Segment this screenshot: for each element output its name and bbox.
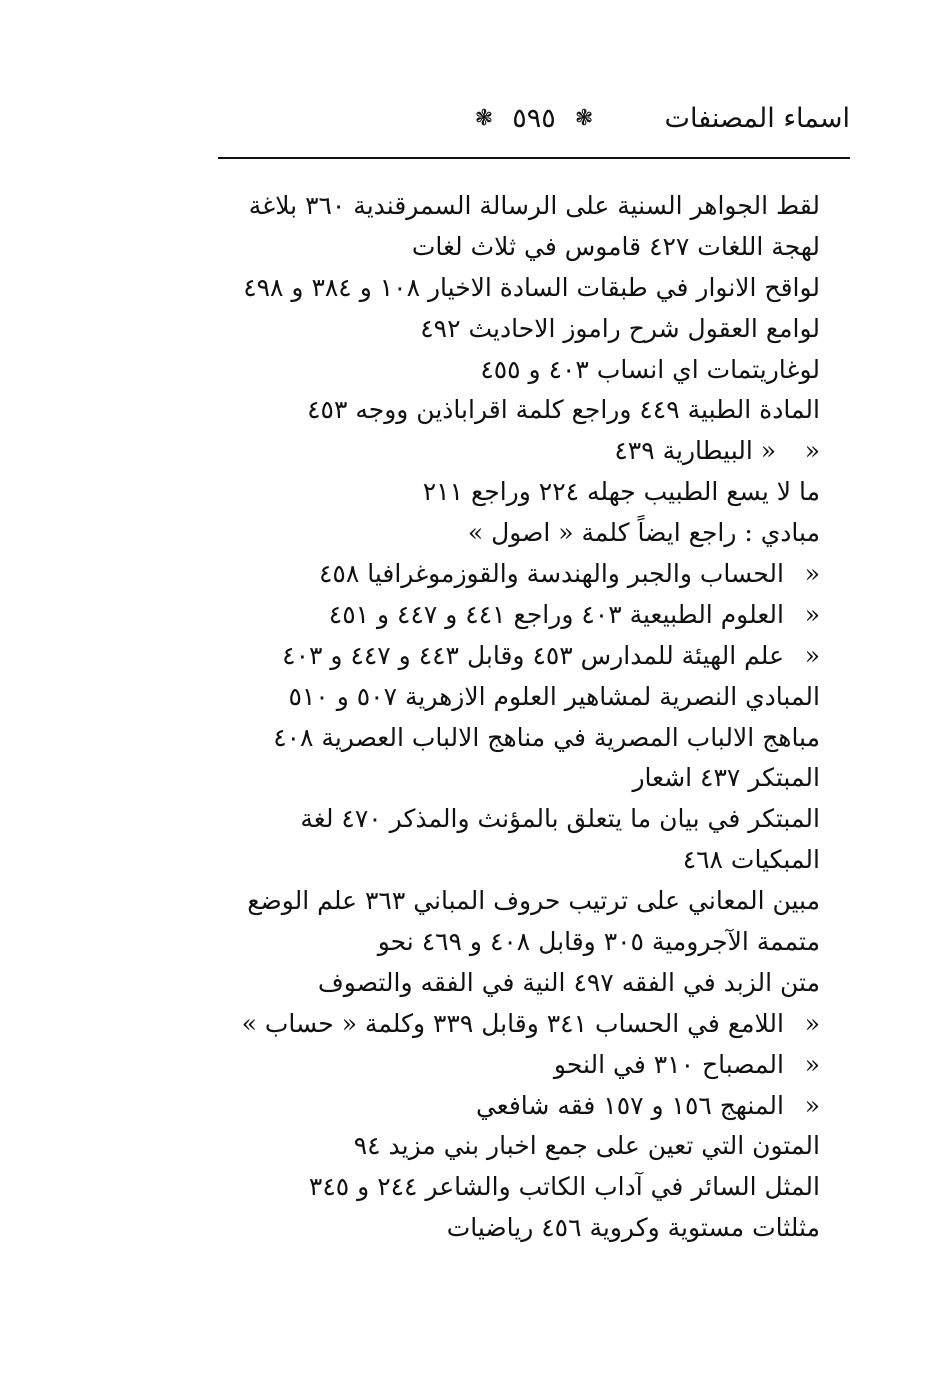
ditto-mark: « <box>804 1049 820 1079</box>
entry-text: المبتكر في بيان ما يتعلق بالمؤنث والمذكر ٤٧٠ لغة <box>300 804 820 834</box>
entry-text: المبادي النصرية لمشاهير العلوم الازهرية ٥٠٧ و ٥١٠ <box>288 681 820 711</box>
ditto-mark: « <box>804 599 820 629</box>
entry-text: المبتكر ٤٣٧ اشعار <box>632 763 820 793</box>
index-entry <box>280 799 820 840</box>
index-entry <box>273 718 820 759</box>
ditto-mark: « <box>804 559 820 589</box>
header-rule <box>218 157 850 159</box>
ditto-mark: « <box>804 436 820 466</box>
entry-text: « البيطارية ٤٣٩ <box>614 436 784 466</box>
index-entry <box>280 431 820 472</box>
page-number: ٥٩٥ <box>512 103 556 134</box>
index-entries <box>241 186 820 1249</box>
entry-text: المثل السائر في آداب الكاتب والشاعر ٢٤٤ و ٣٤٥ <box>308 1172 820 1202</box>
index-entry <box>280 758 820 799</box>
index-entry <box>280 554 820 595</box>
index-entry <box>280 636 820 677</box>
entry-text: مباهج الالباب المصرية في مناهج الالباب العصرية ٤٠٨ <box>273 722 820 752</box>
ornament-left-icon: ❃ <box>474 106 494 131</box>
index-entry <box>248 186 820 227</box>
index-entry <box>280 677 820 718</box>
index-entry <box>280 1045 820 1086</box>
entry-text: الحساب والجبر والهندسة والقوزموغرافيا ٤٥٨ <box>318 559 784 589</box>
index-entry <box>280 513 820 554</box>
ditto-mark: « <box>804 1090 820 1120</box>
index-entry <box>280 922 820 963</box>
index-entry <box>280 227 820 268</box>
index-entry <box>280 840 820 881</box>
page-number-group <box>468 100 600 140</box>
index-entry <box>280 350 820 391</box>
page-header <box>218 96 850 148</box>
entry-text: المبكيات ٤٦٨ <box>682 845 820 875</box>
index-entry <box>280 309 820 350</box>
entry-text: متممة الآجرومية ٣٠٥ وقابل ٤٠٨ و ٤٦٩ نحو <box>377 927 820 957</box>
entry-text: لوغاريتمات اي انساب ٤٠٣ و ٤٥٥ <box>480 354 820 384</box>
entry-text: اللامع في الحساب ٣٤١ وقابل ٣٣٩ وكلمة « حساب » <box>241 1008 784 1038</box>
ditto-mark: « <box>804 1008 820 1038</box>
entry-text: لهجة اللغات ٤٢٧ قاموس في ثلاث لغات <box>411 231 820 261</box>
index-entry <box>280 595 820 636</box>
entry-text: لوامع العقول شرح راموز الاحاديث ٤٩٢ <box>420 313 820 343</box>
entry-text: العلوم الطبيعية ٤٠٣ وراجع ٤٤١ و ٤٤٧ و ٤٥١ <box>328 599 784 629</box>
index-entry <box>280 1208 820 1249</box>
ditto-mark: « <box>804 640 820 670</box>
entry-text: لواقح الانوار في طبقات السادة الاخيار ١٠٨ و ٣٨٤ و ٤٩٨ <box>243 272 820 302</box>
entry-text: المنهج ١٥٦ و ١٥٧ فقه شافعي <box>475 1090 784 1120</box>
index-entry <box>280 1086 820 1127</box>
ornament-right-icon: ❃ <box>574 106 594 131</box>
entry-text: ما لا يسع الطبيب جهله ٢٢٤ وراجع ٢١١ <box>422 477 820 507</box>
index-entry <box>280 1126 820 1167</box>
entry-text: مبادي : راجع ايضاً كلمة « اصول » <box>467 518 820 548</box>
index-entry <box>280 472 820 513</box>
entry-text: مبين المعاني على ترتيب حروف المباني ٣٦٣ علم الوضع <box>247 886 820 916</box>
index-entry <box>243 268 820 309</box>
index-entry <box>247 881 820 922</box>
entry-text: علم الهيئة للمدارس ٤٥٣ وقابل ٤٤٣ و ٤٤٧ و ٤٠٣ <box>282 640 784 670</box>
entry-text: لقط الجواهر السنية على الرسالة السمرقندية ٣٦٠ بلاغة <box>248 191 820 220</box>
entry-text: متن الزبد في الفقه ٤٩٧ النية في الفقه والتصوف <box>317 967 820 997</box>
entry-text: المتون التي تعين على جمع اخبار بني مزيد ٩٤ <box>353 1131 820 1161</box>
entry-text: المادة الطبية ٤٤٩ وراجع كلمة اقراباذين ووجه ٤٥٣ <box>307 395 820 425</box>
running-title: اسماء المصنفات <box>664 103 850 134</box>
entry-text: مثلثات مستوية وكروية ٤٥٦ رياضيات <box>446 1213 820 1243</box>
entry-text: المصباح ٣١٠ في النحو <box>553 1049 784 1079</box>
index-entry <box>280 963 820 1004</box>
index-entry <box>280 1167 820 1208</box>
index-entry <box>280 390 820 431</box>
index-entry <box>241 1004 820 1045</box>
